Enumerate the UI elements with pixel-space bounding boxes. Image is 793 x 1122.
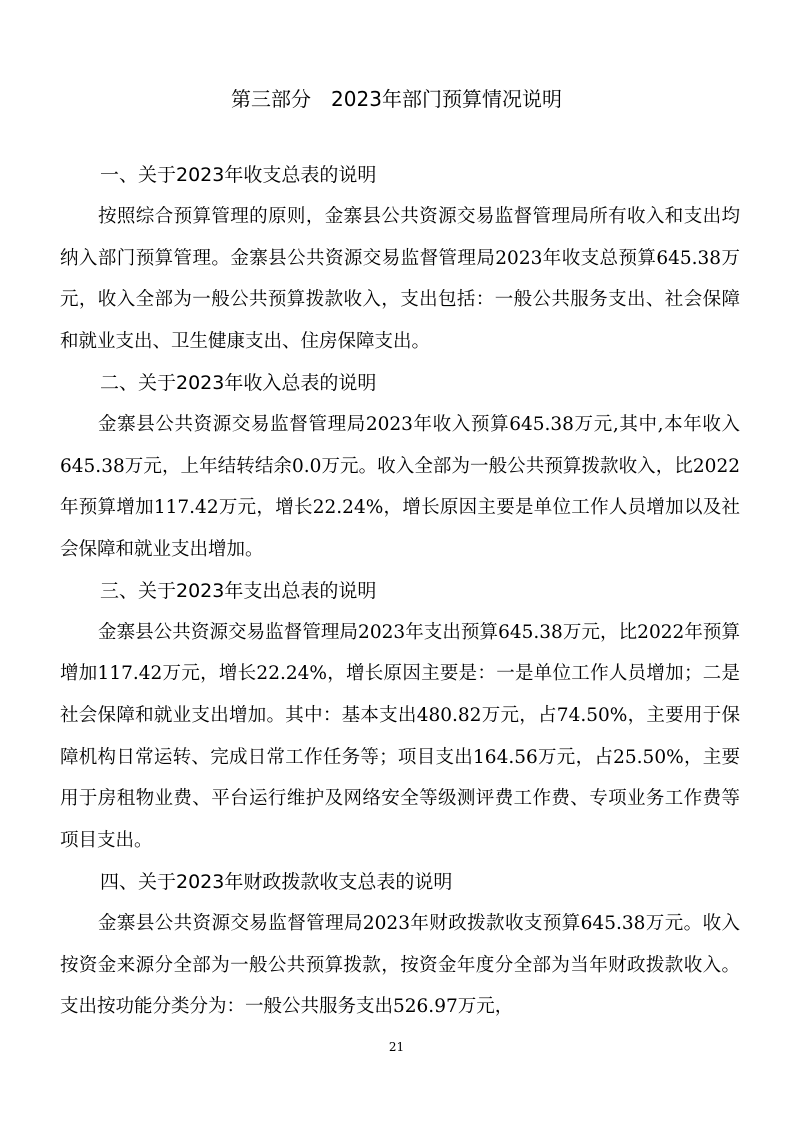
page-title: 第三部分 2023年部门预算情况说明 [231, 87, 562, 111]
section-paragraph-2: 金寨县公共资源交易监督管理局2023年收入预算645.38万元,其中,本年收入645.38万元，上年结转结余0.0万元。收入全部为一般公共预算拨款收入，比2022年预算增加117.42万元，增长22.24%，增长原因主要是单位工作人员增加以及社会保障和就业支出增加。 [60, 413, 740, 560]
section-heading-4: 四、关于2023年财政拨款收支总表的说明 [100, 870, 453, 893]
document-body [60, 155, 740, 1028]
section-paragraph-1: 按照综合预算管理的原则，金寨县公共资源交易监督管理局所有收入和支出均纳入部门预算管理。金寨县公共资源交易监督管理局2023年收支总预算645.38万元，收入全部为一般公共预算拨款收入，支出包括：一般公共服务支出、社会保障和就业支出、卫生健康支出、住房保障支出。 [60, 206, 740, 353]
page-number: 21 [388, 1040, 405, 1054]
section-heading-2: 二、关于2023年收入总表的说明 [100, 371, 377, 394]
section-paragraph-4: 金寨县公共资源交易监督管理局2023年财政拨款收支预算645.38万元。收入按资金来源分全部为一般公共预算拨款，按资金年度分全部为当年财政拨款收入。支出按功能分类分为：一般公共服务支出526.97万元， [60, 912, 740, 1018]
section-heading-3: 三、关于2023年支出总表的说明 [100, 579, 377, 602]
section-heading-1: 一、关于2023年收支总表的说明 [100, 164, 377, 186]
section-paragraph-3: 金寨县公共资源交易监督管理局2023年支出预算645.38万元，比2022年预算增加117.42万元，增长22.24%，增长原因主要是：一是单位工作人员增加；二是社会保障和就业支出增加。其中：基本支出480.82万元，占74.50%，主要用于保障机构日常运转、完成日常工作任务等；项目支出164.56万元，占25.50%，主要用于房租物业费、平台运行维护及网络安全等级测评费工作费、专项业务工作费等项目支出。 [60, 621, 740, 852]
